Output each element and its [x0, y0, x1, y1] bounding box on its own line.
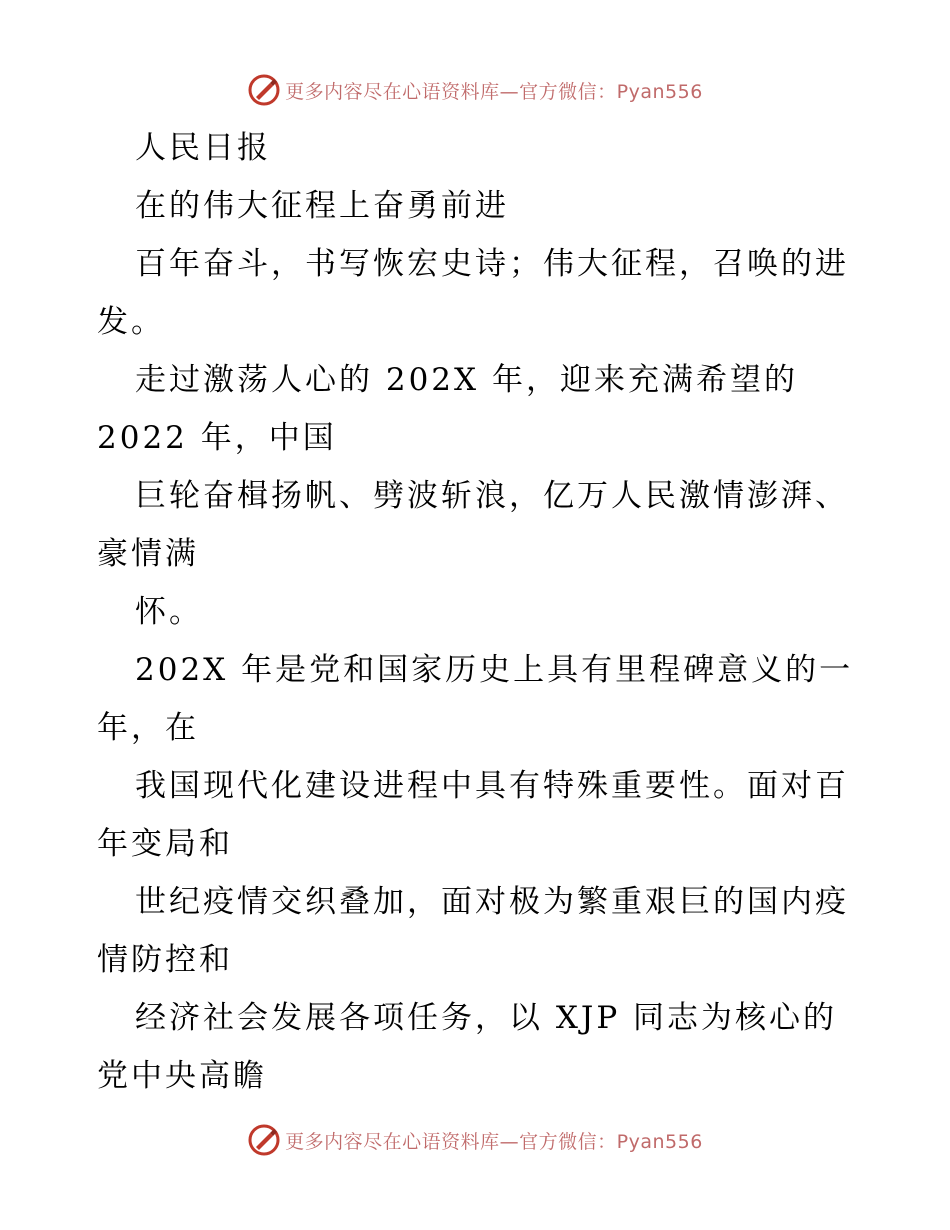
- logo-icon: [247, 73, 281, 107]
- doc-line: 党中央高瞻: [97, 1058, 267, 1094]
- header-banner-text: 更多内容尽在心语资料库—官方微信：Pyan556: [285, 80, 703, 103]
- doc-line: 发。: [97, 304, 165, 340]
- doc-line: 情防控和: [97, 942, 233, 978]
- doc-line: 百年奋斗，书写恢宏史诗；伟大征程，召唤的进: [135, 246, 849, 282]
- doc-line: 年变局和: [97, 826, 233, 862]
- footer-banner: [0, 1120, 950, 1160]
- doc-line: 经济社会发展各项任务，以 XJP 同志为核心的: [135, 1000, 838, 1036]
- doc-line: 年，在: [97, 710, 199, 746]
- doc-line: 我国现代化建设进程中具有特殊重要性。面对百: [135, 768, 849, 804]
- doc-line: 走过激荡人心的 202X 年，迎来充满希望的: [135, 362, 798, 398]
- doc-line: 2022 年，中国: [97, 420, 337, 456]
- doc-line: 巨轮奋楫扬帆、劈波斩浪，亿万人民激情澎湃、: [135, 478, 849, 514]
- doc-line: 怀。: [135, 594, 203, 630]
- doc-line: 豪情满: [97, 536, 199, 572]
- doc-line: 人民日报: [135, 130, 271, 166]
- doc-line: 在的伟大征程上奋勇前进: [135, 188, 509, 224]
- footer-banner-text: 更多内容尽在心语资料库—官方微信：Pyan556: [285, 1130, 703, 1153]
- doc-line: 世纪疫情交织叠加，面对极为繁重艰巨的国内疫: [135, 884, 849, 920]
- logo-icon: [247, 1123, 281, 1157]
- header-banner: [0, 70, 950, 110]
- doc-line: 202X 年是党和国家历史上具有里程碑意义的一: [135, 652, 854, 688]
